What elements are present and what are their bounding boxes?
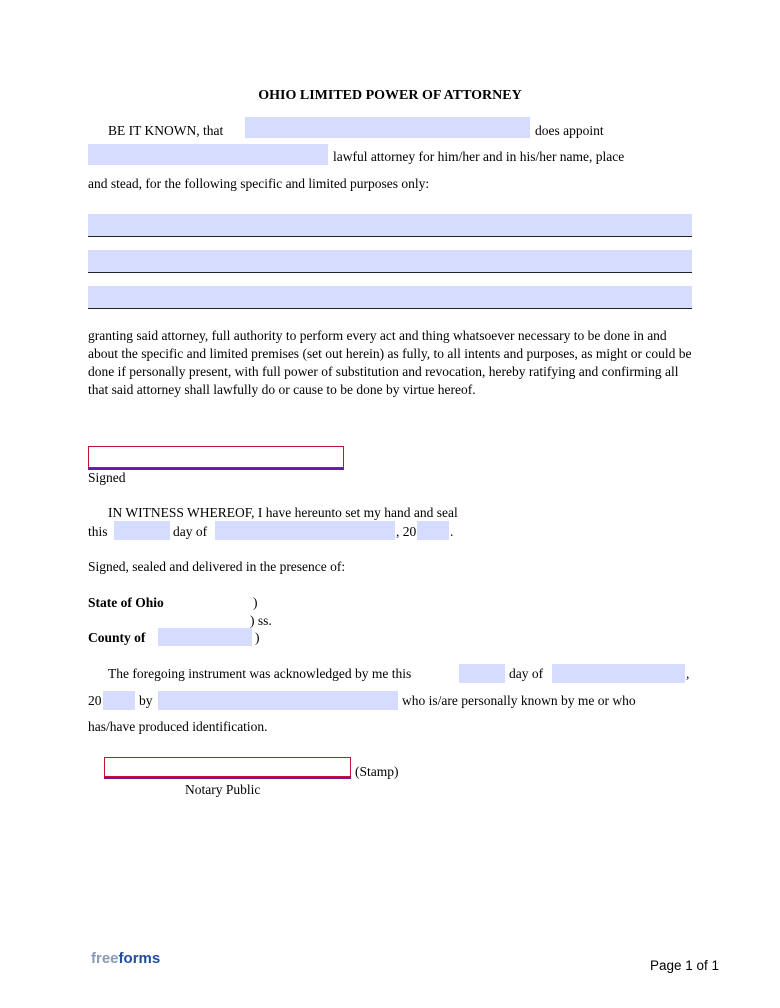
and-stead-text: and stead, for the following specific and limited purposes only: <box>88 176 430 191</box>
county-of-label: County of <box>88 630 146 645</box>
period-text: . <box>450 524 454 539</box>
ss-text: ) ss. <box>250 613 272 628</box>
ack-year-field[interactable] <box>103 691 135 710</box>
page-number: Page 1 of 1 <box>650 958 720 973</box>
this-text: this <box>88 524 108 539</box>
acknowledged-text: The foregoing instrument was acknowledged by me this <box>108 666 412 681</box>
be-it-known-text: BE IT KNOWN, that <box>108 123 224 138</box>
witness-year-field[interactable] <box>417 521 449 540</box>
freeforms-logo <box>91 950 160 967</box>
ack-twenty-text: 20 <box>88 693 102 708</box>
signed-label: Signed <box>88 470 126 485</box>
brand-free-text: free <box>91 950 119 967</box>
comma-twenty-text: , 20 <box>396 524 417 539</box>
purpose-field-3[interactable] <box>88 286 692 309</box>
witness-whereof-text: IN WITNESS WHEREOF, I have hereunto set my hand and seal <box>108 505 458 520</box>
document-title: OHIO LIMITED POWER OF ATTORNEY <box>258 88 522 103</box>
presence-text: Signed, sealed and delivered in the presence of: <box>88 559 346 574</box>
stamp-label: (Stamp) <box>355 764 399 779</box>
ack-day-field[interactable] <box>459 664 505 683</box>
notary-public-label: Notary Public <box>185 782 261 797</box>
brand-forms-text: forms <box>118 950 161 967</box>
does-appoint-text: does appoint <box>535 123 604 138</box>
ack-by-text: by <box>139 693 153 708</box>
principal-name-field[interactable] <box>245 117 530 138</box>
ack-day-of-text: day of <box>509 666 544 681</box>
purpose-field-2[interactable] <box>88 250 692 273</box>
ack-person-name-field[interactable] <box>158 691 398 710</box>
witness-day-field[interactable] <box>114 521 170 540</box>
county-field[interactable] <box>158 628 252 646</box>
ack-comma-text: , <box>686 666 690 681</box>
purpose-field-1[interactable] <box>88 214 692 237</box>
attorney-name-field[interactable] <box>88 144 328 165</box>
state-of-ohio-label: State of Ohio <box>88 595 164 610</box>
ack-identification-text: has/have produced identification. <box>88 719 268 734</box>
witness-month-field[interactable] <box>215 521 395 540</box>
venue-paren-3: ) <box>255 630 260 645</box>
ack-month-field[interactable] <box>552 664 685 683</box>
day-of-text: day of <box>173 524 208 539</box>
ack-known-text: who is/are personally known by me or who <box>402 693 636 708</box>
notary-signature-field[interactable] <box>104 757 351 777</box>
granting-paragraph: granting said attorney, full authority to perform every act and thing whatsoever necessary to be done in and about the specific and limited premises (set out herein) as fully, to all intents and purposes, as might or could be done if personally present, with full power of substitution and revocation, hereby ratifying and confirming all that said attorney shall lawfully do or cause to be done by virtue hereof. <box>88 328 692 397</box>
lawful-attorney-text: lawful attorney for him/her and in his/her name, place <box>333 149 625 164</box>
venue-paren-1: ) <box>253 595 258 610</box>
principal-signature-field[interactable] <box>88 446 344 468</box>
